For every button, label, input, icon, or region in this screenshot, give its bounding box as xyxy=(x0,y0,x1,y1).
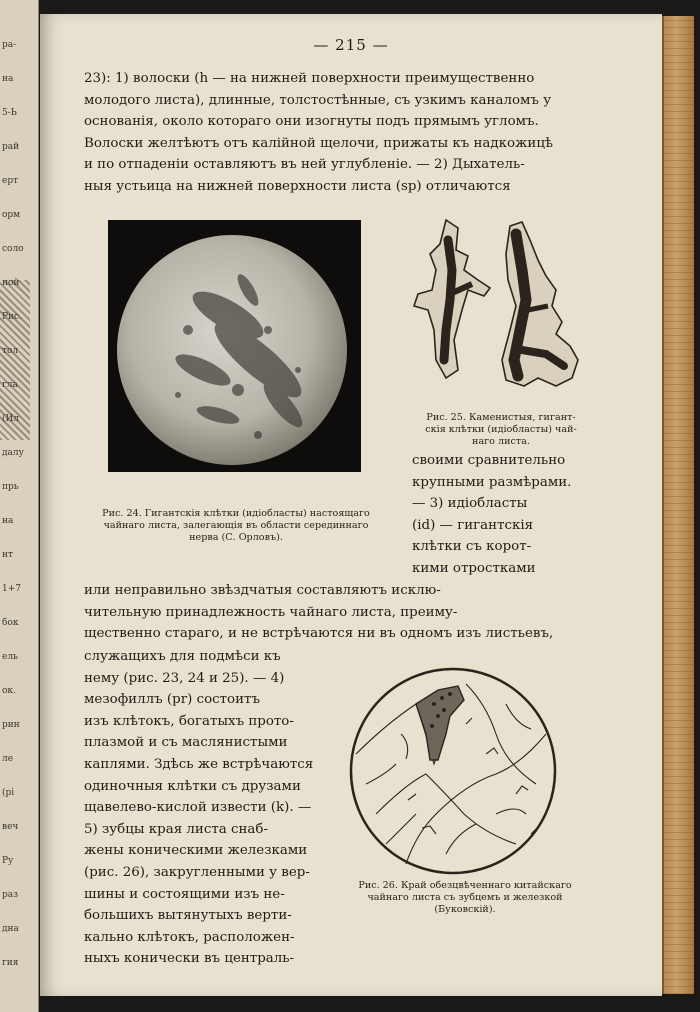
text-line: щавелево-кислой извести (k). — xyxy=(84,800,312,816)
previous-page-text-fragment: далу xyxy=(2,448,24,458)
previous-page-text-fragment: ной xyxy=(2,278,20,288)
caption-line: скія клѣтки (идіобласты) чай- xyxy=(425,424,577,435)
previous-page-text-fragment: ок. xyxy=(2,686,16,696)
previous-page-text-fragment: ле xyxy=(2,754,14,764)
previous-page-text-fragment: раз xyxy=(2,890,19,900)
previous-page-text-fragment: 1+7 xyxy=(2,584,21,594)
previous-page-text-fragment: на xyxy=(2,74,14,84)
previous-page-text-fragment: рин xyxy=(2,720,20,730)
text-line: кими отростками xyxy=(412,560,536,576)
text-line: Волоски желтѣютъ отъ калійной щелочи, прижаты къ надкожицѣ xyxy=(84,135,554,151)
caption-line: чайнаго листа, залегающія въ области серединнаго xyxy=(103,520,369,531)
book-spine-edge xyxy=(662,16,694,994)
text-line: каплями. Здѣсь же встрѣчаются xyxy=(84,756,314,772)
text-line: чительную принадлежность чайнаго листа, преиму- xyxy=(84,604,458,620)
left-column-text xyxy=(84,646,320,970)
caption-line: нерва (С. Орловъ). xyxy=(189,532,283,543)
previous-page-text-fragment: 5-Ь xyxy=(2,108,17,118)
text-line: большихъ вытянутыхъ верти- xyxy=(84,908,292,924)
text-line: жены коническими железками xyxy=(84,843,308,859)
text-line: (id) — гигантскія xyxy=(412,517,534,533)
previous-page-edge xyxy=(0,0,39,1012)
previous-page-text-fragment: соло xyxy=(2,244,24,254)
figure-24-caption xyxy=(76,508,396,544)
text-line: ныя устьица на нижней поверхности листа (sp) отличаются xyxy=(84,178,511,194)
text-line: и по отпаденіи оставляютъ въ ней углубленіе. — 2) Дыхатель- xyxy=(84,157,525,173)
text-line: 5) зубцы края листа снаб- xyxy=(84,821,268,837)
text-line: клѣтки съ корот- xyxy=(412,539,532,555)
previous-page-text-fragment: (Ил xyxy=(2,414,20,424)
previous-page-text-fragment: бок xyxy=(2,618,19,628)
previous-page-text-fragment: гла xyxy=(2,380,18,390)
text-line: или неправильно звѣздчатыя составляютъ исклю- xyxy=(84,583,441,598)
caption-line: наго листа. xyxy=(472,436,530,447)
text-line: своими сравнительно xyxy=(412,453,566,468)
previous-page-text-fragment: прь xyxy=(2,482,19,492)
figure-25-drawing xyxy=(406,210,592,410)
right-column-text xyxy=(412,450,596,580)
figure-26-drawing xyxy=(346,664,560,878)
caption-line: чайнаго листа съ зубцемъ и железкой xyxy=(367,892,563,903)
full-width-text xyxy=(84,580,596,645)
previous-page-text-fragment: ра- xyxy=(2,40,17,50)
previous-page-text-fragment: тол xyxy=(2,346,19,356)
previous-page-text-fragment: ель xyxy=(2,652,18,662)
text-line: одиночныя клѣтки съ друзами xyxy=(84,778,301,794)
text-line: нему (рис. 23, 24 и 25). — 4) xyxy=(84,670,285,686)
caption-line: Рис. 26. Край обезцвѣченнаго китайскаго xyxy=(358,880,572,891)
caption-line: Рис. 25. Каменистыя, гигант- xyxy=(426,412,576,423)
text-line: ныхъ конически въ централь- xyxy=(84,951,295,967)
previous-page-text-fragment: рай xyxy=(2,142,20,152)
figure-25-caption xyxy=(408,412,594,448)
text-line: служащихъ для подмѣси къ xyxy=(84,649,281,664)
previous-page-text-fragment: Ру xyxy=(2,856,14,866)
text-line: крупными размѣрами. xyxy=(412,474,572,490)
previous-page-text-fragment: нт xyxy=(2,550,13,560)
text-line: кально клѣтокъ, расположен- xyxy=(84,929,295,945)
text-line: молодого листа), длинные, толстостѣнные, съ узкимъ каналомъ у xyxy=(84,92,552,108)
previous-page-text-fragment: гия xyxy=(2,958,19,968)
text-line: основанія, около котораго они изогнуты подъ прямымъ угломъ. xyxy=(84,114,539,130)
text-line: 23): 1) волоски (h — на нижней поверхности преимущественно xyxy=(84,71,535,86)
previous-page-text-fragment: на xyxy=(2,516,14,526)
previous-page-text-fragment: веч xyxy=(2,822,19,832)
text-line: (рис. 26), закругленными у вер- xyxy=(84,864,310,880)
previous-page-text-fragment: Рис. xyxy=(2,312,22,322)
caption-line: (Буковскій). xyxy=(434,904,496,915)
previous-page-text-fragment: (рі xyxy=(2,788,15,798)
caption-line: Рис. 24. Гигантскія клѣтки (идіобласты) настоящаго xyxy=(102,508,370,519)
figure-26-caption xyxy=(334,880,596,916)
text-line: плазмой и съ маслянистыми xyxy=(84,735,288,751)
book-page xyxy=(40,14,662,996)
text-line: шины и состоящими изъ не- xyxy=(84,886,285,902)
text-line: — 3) идіобласты xyxy=(412,496,528,512)
previous-page-text-fragment: ерт xyxy=(2,176,19,186)
text-line: щественно стараго, и не встрѣчаются ни въ одномъ изъ листьевъ, xyxy=(84,626,554,642)
page-number: — 215 — xyxy=(313,36,389,54)
text-line: изъ клѣтокъ, богатыхъ прото- xyxy=(84,713,294,729)
paragraph-1 xyxy=(84,68,596,198)
figure-24-micrograph xyxy=(108,220,361,472)
previous-page-text-fragment: дна xyxy=(2,924,19,934)
previous-page-text-fragment: орм xyxy=(2,210,21,220)
text-line: мезофиллъ (pr) состоитъ xyxy=(84,692,260,708)
